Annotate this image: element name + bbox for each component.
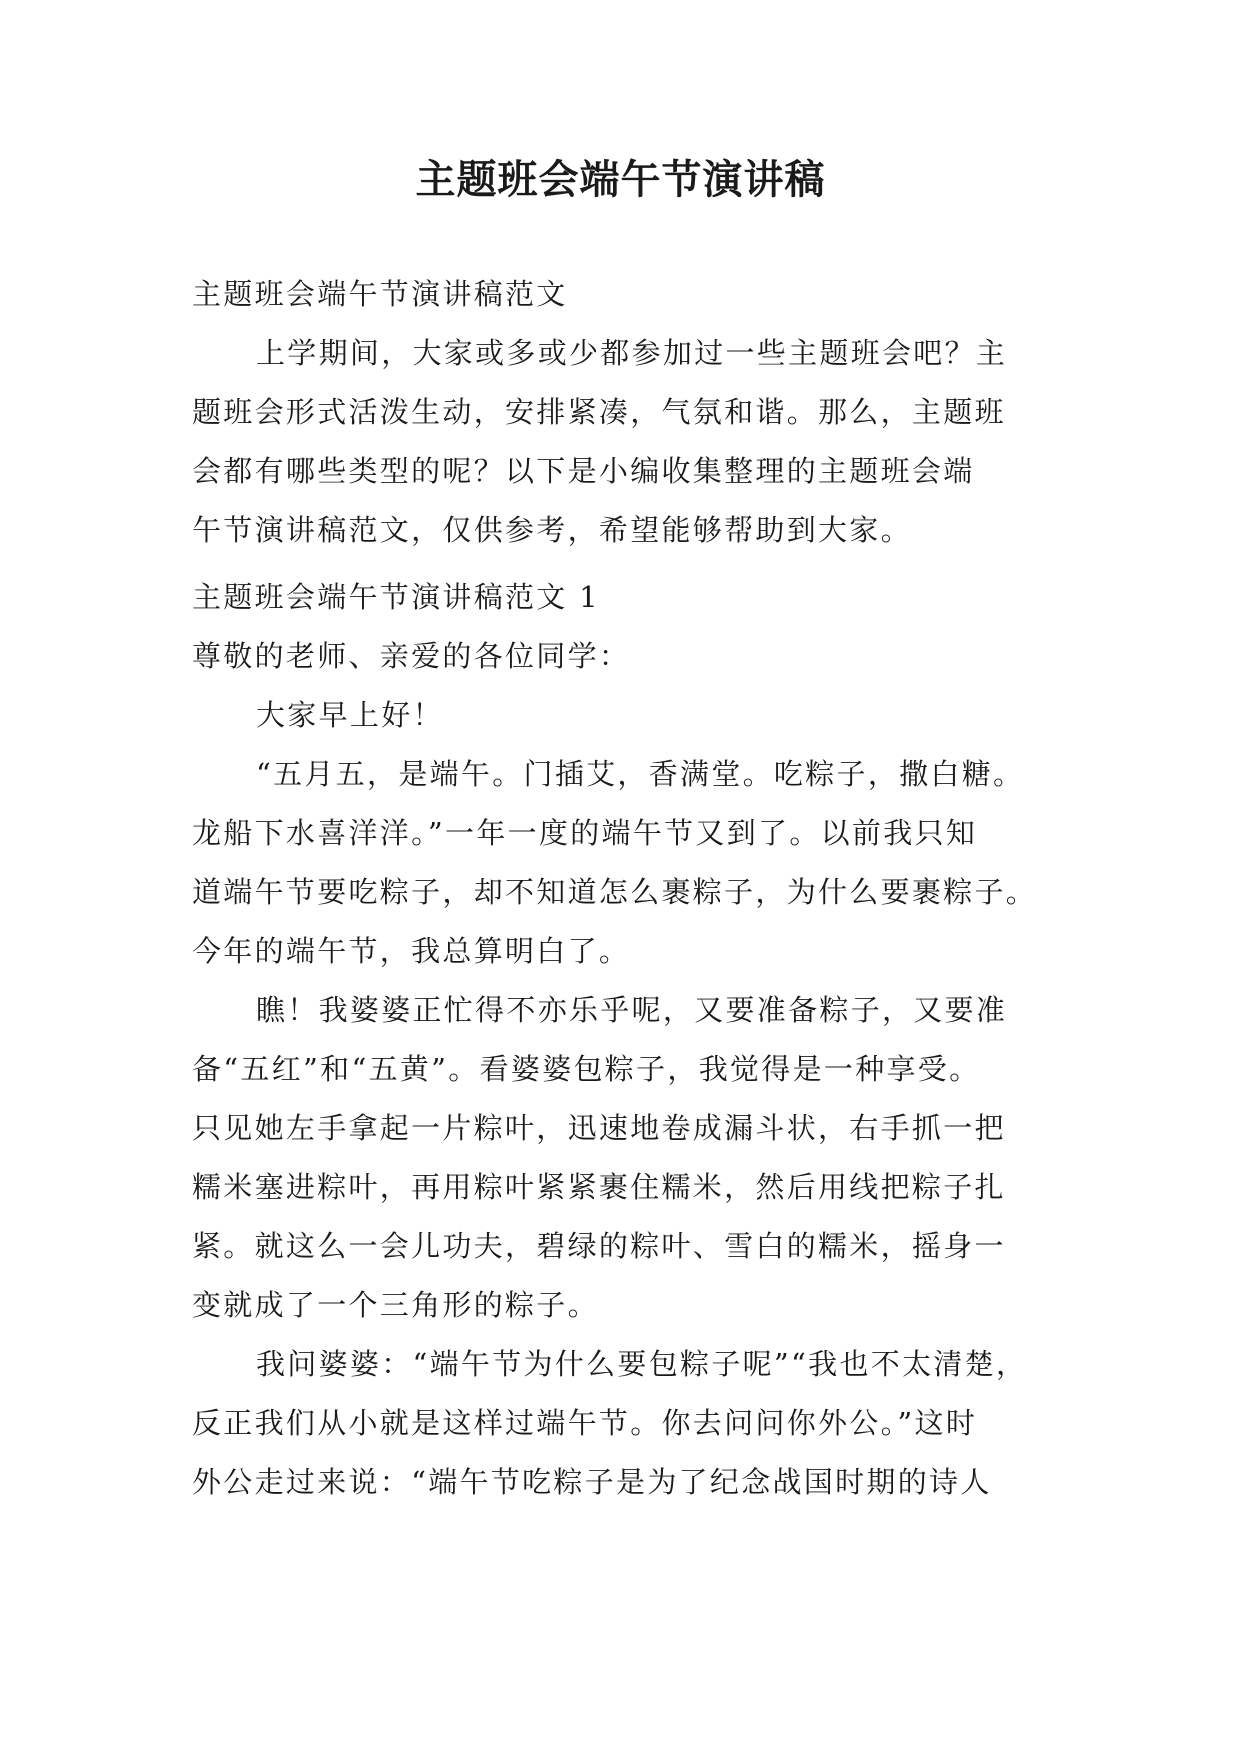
- paragraph-line: 变就成了一个三角形的粽子。: [192, 1288, 599, 1322]
- paragraph-line: 道端午节要吃粽子，却不知道怎么裹粽子，为什么要裹粽子。: [192, 875, 1038, 909]
- speech-section: [192, 568, 1058, 1512]
- paragraph-line: 备“五红”和“五黄”。看婆婆包粽子，我觉得是一种享受。: [192, 1052, 981, 1086]
- intro-section: [192, 265, 1058, 560]
- paragraph-line: 上学期间，大家或多或少都参加过一些主题班会吧？主: [256, 336, 1008, 370]
- paragraph-line: 糯米塞进粽叶，再用粽叶紧紧裹住糯米，然后用线把粽子扎: [192, 1170, 1006, 1204]
- paragraph-line: 题班会形式活泼生动，安排紧凑，气氛和谐。那么，主题班: [192, 395, 1006, 429]
- paragraph-line: 会都有哪些类型的呢？以下是小编收集整理的主题班会端: [192, 454, 975, 488]
- paragraph-line: 只见她左手拿起一片粽叶，迅速地卷成漏斗状，右手抓一把: [192, 1111, 1006, 1145]
- paragraph-line: 午节演讲稿范文，仅供参考，希望能够帮助到大家。: [192, 513, 912, 547]
- document-title: 主题班会端午节演讲稿: [415, 157, 826, 203]
- paragraph-line: “五月五，是端午。门插艾，香满堂。吃粽子，撒白糖。: [256, 757, 1025, 791]
- paragraph-line: 今年的端午节，我总算明白了。: [192, 934, 631, 968]
- paragraph-line: 紧。就这么一会儿功夫，碧绿的粽叶、雪白的糯米，摇身一: [192, 1229, 1006, 1263]
- greeting-line: 大家早上好！: [256, 698, 444, 732]
- paragraph-line: 反正我们从小就是这样过端午节。你去问问你外公。”这时: [192, 1406, 978, 1440]
- paragraph-line: 瞧！我婆婆正忙得不亦乐乎呢，又要准备粽子，又要准: [256, 993, 1008, 1027]
- paragraph-line: 外公走过来说：“端午节吃粽子是为了纪念战国时期的诗人: [192, 1465, 992, 1499]
- subtitle-line: 主题班会端午节演讲稿范文: [192, 277, 568, 311]
- paragraph-line: 龙船下水喜洋洋。”一年一度的端午节又到了。以前我只知: [192, 816, 978, 850]
- section-heading: 主题班会端午节演讲稿范文 1: [192, 580, 600, 614]
- paragraph-line: 我问婆婆：“端午节为什么要包粽子呢”“我也不太清楚，: [256, 1347, 1028, 1381]
- salutation-line: 尊敬的老师、亲爱的各位同学：: [192, 639, 631, 673]
